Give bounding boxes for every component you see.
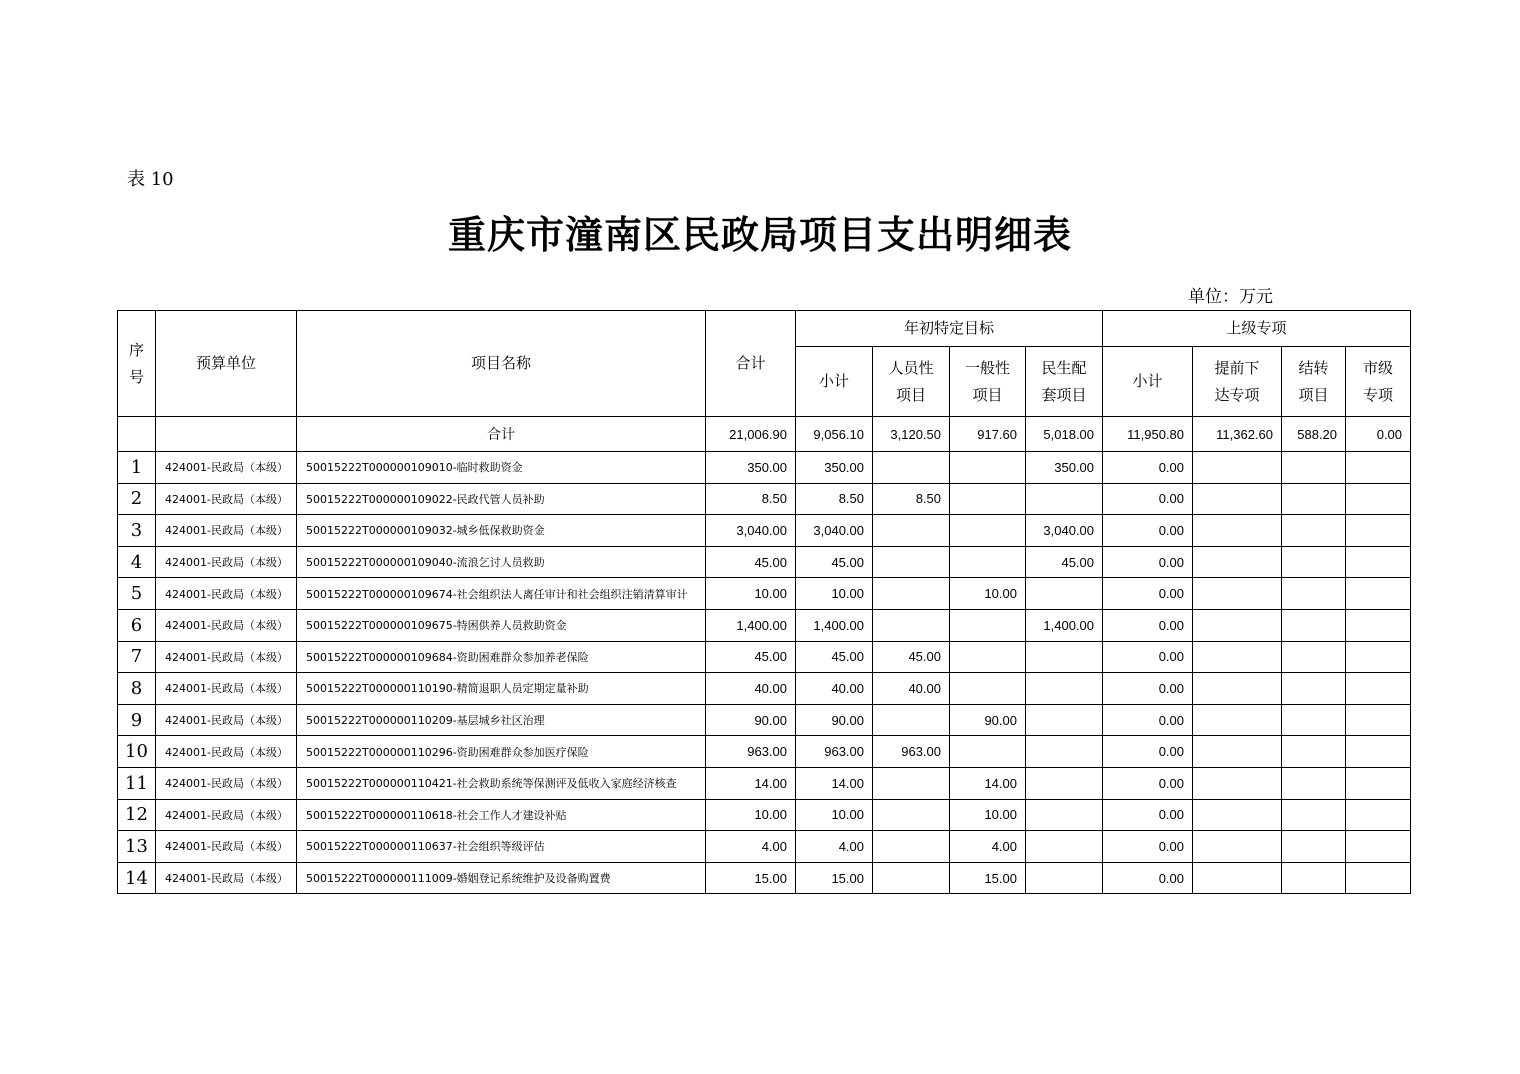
row-total: 1,400.00 xyxy=(706,609,796,641)
row-b-subtotal: 0.00 xyxy=(1103,673,1193,705)
total-seq-cell xyxy=(118,417,156,452)
table-row xyxy=(118,831,1411,863)
row-total: 10.00 xyxy=(706,799,796,831)
row-b-subtotal: 0.00 xyxy=(1103,736,1193,768)
row-b-subtotal: 0.00 xyxy=(1103,831,1193,863)
header-b-advance xyxy=(1193,347,1282,417)
row-b-advance xyxy=(1193,641,1282,673)
row-project-name: 50015222T000000109010-临时救助资金 xyxy=(297,452,706,484)
row-budget-unit: 424001-民政局（本级） xyxy=(156,767,297,799)
row-total: 14.00 xyxy=(706,767,796,799)
table-row xyxy=(118,452,1411,484)
row-project-name: 50015222T000000109032-城乡低保救助资金 xyxy=(297,515,706,547)
row-b-carry xyxy=(1282,609,1346,641)
total-unit-cell xyxy=(156,417,297,452)
header-a-general-line1: 一般性 xyxy=(964,358,1010,377)
total-b-advance: 11,362.60 xyxy=(1193,417,1282,452)
row-a-general xyxy=(950,641,1026,673)
total-row xyxy=(118,417,1411,452)
row-a-livelihood xyxy=(1026,673,1103,705)
row-a-general: 4.00 xyxy=(950,831,1026,863)
row-budget-unit: 424001-民政局（本级） xyxy=(156,831,297,863)
total-b-carry: 588.20 xyxy=(1282,417,1346,452)
row-total: 10.00 xyxy=(706,578,796,610)
header-a-personnel-line1: 人员性 xyxy=(888,358,934,377)
row-project-name: 50015222T000000110618-社会工作人才建设补贴 xyxy=(297,799,706,831)
row-a-personnel xyxy=(873,515,950,547)
header-b-carry-line1: 结转 xyxy=(1298,358,1329,377)
row-b-subtotal: 0.00 xyxy=(1103,578,1193,610)
row-project-name: 50015222T000000110190-精简退职人员定期定量补助 xyxy=(297,673,706,705)
row-b-carry xyxy=(1282,704,1346,736)
row-budget-unit: 424001-民政局（本级） xyxy=(156,609,297,641)
row-b-advance xyxy=(1193,862,1282,894)
row-total: 350.00 xyxy=(706,452,796,484)
row-a-general: 14.00 xyxy=(950,767,1026,799)
row-b-city xyxy=(1346,515,1411,547)
row-b-city xyxy=(1346,767,1411,799)
row-seq: 8 xyxy=(118,673,156,705)
row-b-city xyxy=(1346,578,1411,610)
row-b-city xyxy=(1346,641,1411,673)
table-row xyxy=(118,862,1411,894)
row-a-general: 10.00 xyxy=(950,799,1026,831)
row-budget-unit: 424001-民政局（本级） xyxy=(156,483,297,515)
row-budget-unit: 424001-民政局（本级） xyxy=(156,673,297,705)
header-a-general xyxy=(950,347,1026,417)
row-b-carry xyxy=(1282,862,1346,894)
row-budget-unit: 424001-民政局（本级） xyxy=(156,862,297,894)
row-b-carry xyxy=(1282,515,1346,547)
header-project-name: 项目名称 xyxy=(297,311,706,417)
row-total: 4.00 xyxy=(706,831,796,863)
row-a-subtotal: 8.50 xyxy=(796,483,873,515)
row-b-subtotal: 0.00 xyxy=(1103,641,1193,673)
row-a-general xyxy=(950,546,1026,578)
row-total: 45.00 xyxy=(706,546,796,578)
row-a-general: 15.00 xyxy=(950,862,1026,894)
header-a-livelihood-line2: 套项目 xyxy=(1041,385,1087,404)
table-row xyxy=(118,515,1411,547)
row-b-carry xyxy=(1282,799,1346,831)
row-a-livelihood xyxy=(1026,799,1103,831)
row-a-livelihood xyxy=(1026,578,1103,610)
row-a-subtotal: 10.00 xyxy=(796,578,873,610)
row-b-subtotal: 0.00 xyxy=(1103,452,1193,484)
row-a-subtotal: 40.00 xyxy=(796,673,873,705)
row-budget-unit: 424001-民政局（本级） xyxy=(156,736,297,768)
row-project-name: 50015222T000000110209-基层城乡社区治理 xyxy=(297,704,706,736)
header-b-advance-line1: 提前下 xyxy=(1214,358,1260,377)
row-a-general xyxy=(950,483,1026,515)
row-a-general xyxy=(950,736,1026,768)
row-b-carry xyxy=(1282,483,1346,515)
row-b-advance xyxy=(1193,578,1282,610)
header-seq xyxy=(118,311,156,417)
header-a-personnel xyxy=(873,347,950,417)
table-row xyxy=(118,736,1411,768)
row-b-advance xyxy=(1193,483,1282,515)
row-total: 3,040.00 xyxy=(706,515,796,547)
row-project-name: 50015222T000000110637-社会组织等级评估 xyxy=(297,831,706,863)
row-b-carry xyxy=(1282,641,1346,673)
row-a-subtotal: 14.00 xyxy=(796,767,873,799)
row-budget-unit: 424001-民政局（本级） xyxy=(156,515,297,547)
row-a-livelihood xyxy=(1026,831,1103,863)
row-a-subtotal: 3,040.00 xyxy=(796,515,873,547)
row-a-personnel xyxy=(873,704,950,736)
header-total: 合计 xyxy=(706,311,796,417)
header-a-livelihood xyxy=(1026,347,1103,417)
row-b-advance xyxy=(1193,704,1282,736)
header-a-subtotal: 小计 xyxy=(796,347,873,417)
row-b-city xyxy=(1346,862,1411,894)
row-a-personnel xyxy=(873,452,950,484)
row-b-advance xyxy=(1193,609,1282,641)
row-b-city xyxy=(1346,483,1411,515)
row-b-subtotal: 0.00 xyxy=(1103,515,1193,547)
row-a-livelihood: 350.00 xyxy=(1026,452,1103,484)
row-a-subtotal: 15.00 xyxy=(796,862,873,894)
header-b-city-line1: 市级 xyxy=(1363,358,1394,377)
row-project-name: 50015222T000000110421-社会救助系统等保测评及低收入家庭经济核查 xyxy=(297,767,706,799)
row-b-advance xyxy=(1193,767,1282,799)
row-b-subtotal: 0.00 xyxy=(1103,483,1193,515)
header-b-advance-line2: 达专项 xyxy=(1214,385,1260,404)
row-a-personnel xyxy=(873,609,950,641)
row-a-personnel: 8.50 xyxy=(873,483,950,515)
row-project-name: 50015222T000000109022-民政代管人员补助 xyxy=(297,483,706,515)
row-b-carry xyxy=(1282,767,1346,799)
row-a-livelihood xyxy=(1026,641,1103,673)
row-a-livelihood xyxy=(1026,736,1103,768)
table-row xyxy=(118,673,1411,705)
row-b-city xyxy=(1346,704,1411,736)
total-amount: 21,006.90 xyxy=(706,417,796,452)
row-total: 40.00 xyxy=(706,673,796,705)
header-budget-unit: 预算单位 xyxy=(156,311,297,417)
table-row xyxy=(118,767,1411,799)
row-seq: 10 xyxy=(118,736,156,768)
row-a-personnel xyxy=(873,799,950,831)
header-b-city-line2: 专项 xyxy=(1363,385,1394,404)
header-seq-line1: 序 xyxy=(128,340,144,359)
row-b-city xyxy=(1346,673,1411,705)
row-a-livelihood: 1,400.00 xyxy=(1026,609,1103,641)
row-project-name: 50015222T000000109684-资助困难群众参加养老保险 xyxy=(297,641,706,673)
row-a-livelihood: 3,040.00 xyxy=(1026,515,1103,547)
row-b-advance xyxy=(1193,673,1282,705)
total-a-livelihood: 5,018.00 xyxy=(1026,417,1103,452)
row-a-personnel xyxy=(873,767,950,799)
row-seq: 9 xyxy=(118,704,156,736)
row-b-carry xyxy=(1282,831,1346,863)
row-total: 90.00 xyxy=(706,704,796,736)
row-a-subtotal: 4.00 xyxy=(796,831,873,863)
row-a-personnel: 45.00 xyxy=(873,641,950,673)
row-seq: 12 xyxy=(118,799,156,831)
row-a-personnel xyxy=(873,862,950,894)
row-a-personnel: 40.00 xyxy=(873,673,950,705)
row-project-name: 50015222T000000109040-流浪乞讨人员救助 xyxy=(297,546,706,578)
row-a-personnel: 963.00 xyxy=(873,736,950,768)
row-total: 45.00 xyxy=(706,641,796,673)
row-b-carry xyxy=(1282,452,1346,484)
row-a-general xyxy=(950,609,1026,641)
row-a-general: 10.00 xyxy=(950,578,1026,610)
row-total: 15.00 xyxy=(706,862,796,894)
header-a-personnel-line2: 项目 xyxy=(895,385,926,404)
row-b-city xyxy=(1346,736,1411,768)
row-b-subtotal: 0.00 xyxy=(1103,767,1193,799)
header-group-superior-special: 上级专项 xyxy=(1103,311,1411,347)
row-a-subtotal: 963.00 xyxy=(796,736,873,768)
row-b-subtotal: 0.00 xyxy=(1103,546,1193,578)
row-budget-unit: 424001-民政局（本级） xyxy=(156,641,297,673)
row-b-advance xyxy=(1193,831,1282,863)
table-row xyxy=(118,704,1411,736)
row-a-livelihood xyxy=(1026,767,1103,799)
table-row xyxy=(118,546,1411,578)
row-b-city xyxy=(1346,452,1411,484)
page-title: 重庆市潼南区民政局项目支出明细表 xyxy=(447,212,1072,257)
header-a-livelihood-line1: 民生配 xyxy=(1041,358,1087,377)
row-seq: 13 xyxy=(118,831,156,863)
row-b-advance xyxy=(1193,799,1282,831)
row-budget-unit: 424001-民政局（本级） xyxy=(156,578,297,610)
row-budget-unit: 424001-民政局（本级） xyxy=(156,704,297,736)
row-total: 963.00 xyxy=(706,736,796,768)
total-b-subtotal: 11,950.80 xyxy=(1103,417,1193,452)
header-seq-line2: 号 xyxy=(128,367,144,386)
row-seq: 2 xyxy=(118,483,156,515)
row-b-subtotal: 0.00 xyxy=(1103,799,1193,831)
row-a-livelihood: 45.00 xyxy=(1026,546,1103,578)
total-a-general: 917.60 xyxy=(950,417,1026,452)
table-body xyxy=(118,417,1411,894)
row-a-livelihood xyxy=(1026,483,1103,515)
header-b-carry-line2: 项目 xyxy=(1298,385,1329,404)
total-a-personnel: 3,120.50 xyxy=(873,417,950,452)
row-seq: 7 xyxy=(118,641,156,673)
row-a-general xyxy=(950,452,1026,484)
row-seq: 11 xyxy=(118,767,156,799)
row-b-advance xyxy=(1193,736,1282,768)
row-b-carry xyxy=(1282,578,1346,610)
row-a-personnel xyxy=(873,831,950,863)
row-b-subtotal: 0.00 xyxy=(1103,862,1193,894)
row-project-name: 50015222T000000109674-社会组织法人离任审计和社会组织注销清算审计 xyxy=(297,578,706,610)
row-a-subtotal: 45.00 xyxy=(796,546,873,578)
total-a-subtotal: 9,056.10 xyxy=(796,417,873,452)
table-row xyxy=(118,483,1411,515)
row-b-carry xyxy=(1282,546,1346,578)
row-project-name: 50015222T000000111009-婚姻登记系统维护及设备购置费 xyxy=(297,862,706,894)
row-seq: 14 xyxy=(118,862,156,894)
header-b-city xyxy=(1346,347,1411,417)
row-b-city xyxy=(1346,609,1411,641)
row-a-subtotal: 1,400.00 xyxy=(796,609,873,641)
row-seq: 4 xyxy=(118,546,156,578)
table-row xyxy=(118,578,1411,610)
row-budget-unit: 424001-民政局（本级） xyxy=(156,452,297,484)
header-group-initial-target: 年初特定目标 xyxy=(796,311,1103,347)
table-row xyxy=(118,609,1411,641)
row-b-city xyxy=(1346,799,1411,831)
row-b-advance xyxy=(1193,546,1282,578)
row-a-personnel xyxy=(873,578,950,610)
table-row xyxy=(118,641,1411,673)
table-number: 表 10 xyxy=(127,169,174,190)
row-seq: 1 xyxy=(118,452,156,484)
row-b-city xyxy=(1346,546,1411,578)
row-budget-unit: 424001-民政局（本级） xyxy=(156,799,297,831)
table-header xyxy=(118,311,1411,417)
row-a-subtotal: 10.00 xyxy=(796,799,873,831)
header-a-general-line2: 项目 xyxy=(972,385,1003,404)
row-b-advance xyxy=(1193,515,1282,547)
total-b-city: 0.00 xyxy=(1346,417,1411,452)
row-a-general xyxy=(950,515,1026,547)
row-a-personnel xyxy=(873,546,950,578)
row-a-general xyxy=(950,673,1026,705)
total-label: 合计 xyxy=(297,417,706,452)
row-project-name: 50015222T000000110296-资助困难群众参加医疗保险 xyxy=(297,736,706,768)
row-b-carry xyxy=(1282,736,1346,768)
row-budget-unit: 424001-民政局（本级） xyxy=(156,546,297,578)
expenditure-table xyxy=(117,310,1411,894)
table-row xyxy=(118,799,1411,831)
row-a-livelihood xyxy=(1026,704,1103,736)
row-seq: 3 xyxy=(118,515,156,547)
row-seq: 6 xyxy=(118,609,156,641)
header-b-carry xyxy=(1282,347,1346,417)
header-b-subtotal: 小计 xyxy=(1103,347,1193,417)
row-seq: 5 xyxy=(118,578,156,610)
row-project-name: 50015222T000000109675-特困供养人员救助资金 xyxy=(297,609,706,641)
row-b-carry xyxy=(1282,673,1346,705)
unit-label: 单位：万元 xyxy=(1188,287,1273,307)
row-a-general: 90.00 xyxy=(950,704,1026,736)
row-a-subtotal: 350.00 xyxy=(796,452,873,484)
row-a-livelihood xyxy=(1026,862,1103,894)
row-b-city xyxy=(1346,831,1411,863)
row-b-advance xyxy=(1193,452,1282,484)
row-b-subtotal: 0.00 xyxy=(1103,609,1193,641)
row-total: 8.50 xyxy=(706,483,796,515)
row-a-subtotal: 90.00 xyxy=(796,704,873,736)
row-a-subtotal: 45.00 xyxy=(796,641,873,673)
row-b-subtotal: 0.00 xyxy=(1103,704,1193,736)
